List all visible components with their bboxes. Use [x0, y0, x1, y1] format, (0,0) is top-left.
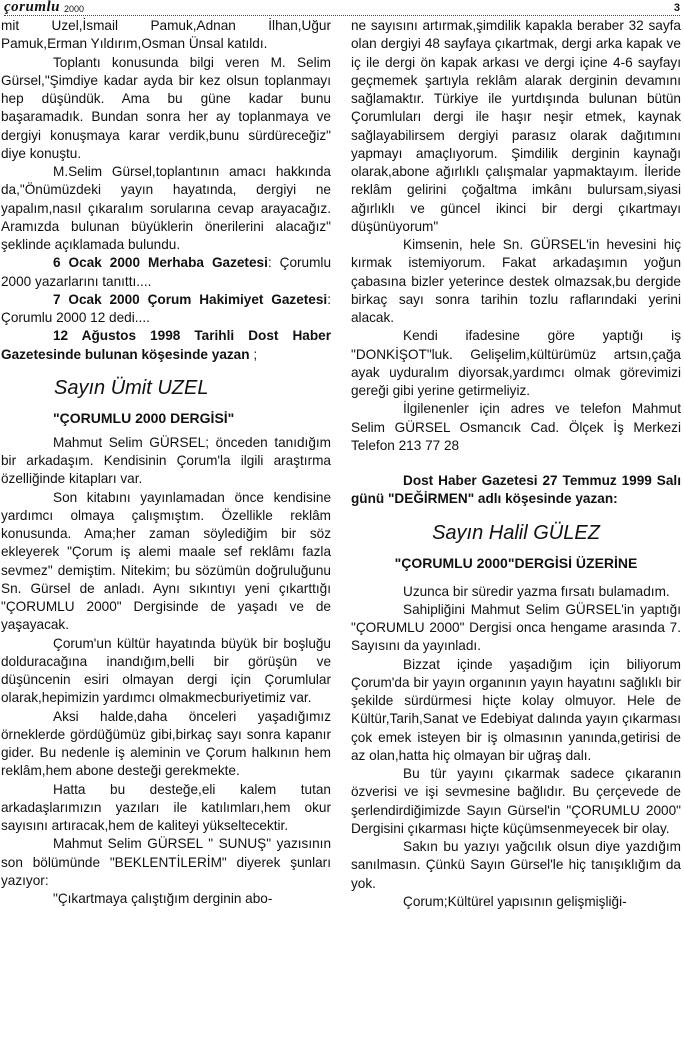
paragraph: İlgilenenler için adres ve telefon Mahmut Selim GÜRSEL Osmancık Cad. Ölçek İş Merkezi Telefon 213 77 28 [351, 401, 681, 453]
paragraph: Mahmut Selim GÜRSEL; önceden tanıdığım bir arkadaşım. Kendisinin Çorum'la ilgili araştırma özelliğinde kitapları var. [1, 434, 331, 487]
paragraph: mit Uzel,İsmail Pamuk,Adnan İlhan,Uğur Pamuk,Erman Yıldırım,Osman Ünsal katıldı. [1, 18, 331, 52]
left-column [1, 17, 331, 908]
paragraph: Son kitabını yayınlamadan önce kendisine yardımcı olmaya çalışmıştım. Özellikle reklâm konusunda. Ama;her zaman söylediğim bir söz ekleyerek "Çorum iş alemi maale sef reklâmı fazla sevmez" demiştim. Nitekim; bu sözümün doğruluğunu Sn. Gürsel de anladı. Aynı sıkıntıyı yeni çıkarttığı "ÇORUMLU 2000" Dergisinde de yaşadı ve de yaşayacak. [1, 489, 331, 633]
press-note [1, 291, 331, 328]
paragraph: Sakın bu yazıyı yağcılık olsun diye yazdığım sanılmasın. Çünkü Sayın Gürsel'le hiç tanışıklığım da yok. [351, 839, 681, 891]
press-source: 7 Ocak 2000 Çorum Hakimiyet Gazetesi [53, 291, 328, 307]
right-column [351, 17, 681, 911]
press-source: 6 Ocak 2000 Merhaba Gazetesi [53, 255, 268, 271]
article-intro: Dost Haber Gazetesi 27 Temmuz 1999 Salı günü "DEĞİRMEN" adlı köşesinde yazan: [351, 473, 681, 507]
paragraph: Mahmut Selim GÜRSEL " SUNUŞ" yazısının son bölümünde "BEKLENTİLERİM" diyerek şunları yazıyor: [1, 836, 331, 888]
press-text: : Çorumlu 2000 yazarlarını tanıttı.... [1, 255, 331, 289]
paragraph: Bizzat içinde yaşadığım için biliyorum Çorum'da bir yayın organının yayın hayatını sağlıklı bir şekilde sürdürmesi hiçte kolay olmuyor. Hele de Kültür,Tarih,Sanat ve Edebiyat dalında yayın çıkarması çok emek isteyen bir iş olmasının yanında,getirisi de az olan,hatta hiç olmayan bir uğraş dalı. [351, 656, 681, 763]
paragraph: M.Selim Gürsel,toplantının amacı hakkında da,"Önümüzdeki yayın hayatında, dergiyi ne yapalım,nasıl çıkaralım sorularına cevap arayacağız. Aramızda bulunan büyüklerin önerilerini alacağız" şeklinde açıklamada bulundu. [1, 164, 331, 252]
paragraph: Çorum'un kültür hayatında büyük bir boşluğu dolduracağına inandığım,belli bir görüşün ve düşüncenin esiri olmayan dergi için Çorumlular olarak,hepimizin yardımcı olmakmecburiyetimiz var. [1, 635, 331, 706]
article-title: "ÇORUMLU 2000 DERGİSİ" [53, 409, 235, 426]
press-note [1, 327, 331, 364]
paragraph: ne sayısını artırmak,şimdilik kapakla beraber 32 sayfa olan dergiyi 48 sayfaya çıkartmak, dergi arka kapak ve iç ile dergi ön kapak arkası ve dergi içine 4-6 sayfayı geçmemek şartıyla reklâm alarak derginin devamını sağlamaktır. Türkiye ile yurtdışında bulunan bütün Çorumluları dergi ile haşır neşir etmek, kaynak sağlayabilirsem dergiyi parasız olarak dağıtımını yapmayı amaçlıyorum. Şimdilik derginin kaynağı olarak,abone ağırlıklı çalışmalar yapmaktayım. İleride reklâm gelirini çoğaltma imkânı bulursam,siyasi ağırlıklı ve güncel ikinci bir dergi çıkartmayı düşünüyorum" [351, 18, 681, 234]
paragraph: Toplantı konusunda bilgi veren M. Selim Gürsel,"Şimdiye kadar ayda bir kez olsun toplanmayı hep düşündük. Ama bu güne kadar bunu başaramadık. Bundan sonra her ay toplanmaya ve dergiyi konuşmaya karar verdik,bunu sürdüreceğiz" diye konuştu. [1, 54, 331, 161]
paragraph: Kimsenin, hele Sn. GÜRSEL'in hevesini hiç kırmak istemiyorum. Fakat arkadaşımın yoğun çabasına bizler yeterince destek olmazsak,bu dergide birkaç sayı sonra tarihin tozlu raflarındaki yerini alacak. [351, 237, 681, 325]
paragraph: Uzunca bir süredir yazma fırsatı bulamadım. [403, 583, 670, 599]
paragraph: Kendi ifadesine göre yaptığı iş "DONKİŞOT"luk. Gelişelim,kültürümüz artsın,çağa ayak uyduralım diyorsak,yardımcı olmak görevimizi gereği gibi yerine getirmeliyiz. [351, 328, 681, 398]
press-text: ; [249, 346, 258, 362]
press-source: 12 Ağustos 1998 Tarihli Dost Haber Gazetesinde bulunan köşesinde yazan [1, 328, 331, 362]
paragraph: Bu tür yayını çıkarmak sadece çıkaranın özverisi ve işi sevmesine bağlıdır. Bu çerçevede de şerlendirdiğimizde Sayın Gürsel'in "ÇORUMLU 2000" Dergisini çıkarması hiçte küçümsenmeyecek bir olay. [351, 766, 681, 836]
spacer [351, 455, 681, 472]
paragraph: "Çıkartmaya çalıştığım derginin abo- [53, 891, 273, 906]
paragraph: Hatta bu desteğe,eli kalem tutan arkadaşlarımızın yazıları ile katılımları,hem okur sayısını artıracak,hem de kaliteyi yükseltecektir. [1, 781, 331, 833]
article-author-heading: Sayın Ümit UZEL [54, 376, 209, 399]
magazine-brand: çorumlu [4, 0, 61, 15]
page-number: 3 [673, 2, 680, 14]
press-note [1, 254, 331, 291]
magazine-year: 2000 [64, 4, 85, 14]
paragraph: Aksi halde,daha önceleri yaşadığımız örneklerde gördüğümüz gibi,birkaç sayı sonra kapanır gider. Bu nedenle iş aleminin ve Çorum halkının hem reklâm,hem abone desteği gerekmekte. [1, 708, 331, 779]
paragraph: Sahipliğini Mahmut Selim GÜRSEL'in yaptığı "ÇORUMLU 2000" Dergisi onca hengame arasında 7. Sayısını da yayınladı. [351, 601, 681, 654]
article-title: "ÇORUMLU 2000"DERGİSİ ÜZERİNE [394, 554, 638, 571]
paragraph: Çorum;Kültürel yapısının gelişmişliği- [403, 893, 627, 909]
page-header [4, 0, 680, 16]
article-author-heading: Sayın Halil GÜLEZ [432, 521, 600, 544]
press-text: : Çorumlu 2000 12 dedi.... [1, 291, 331, 325]
